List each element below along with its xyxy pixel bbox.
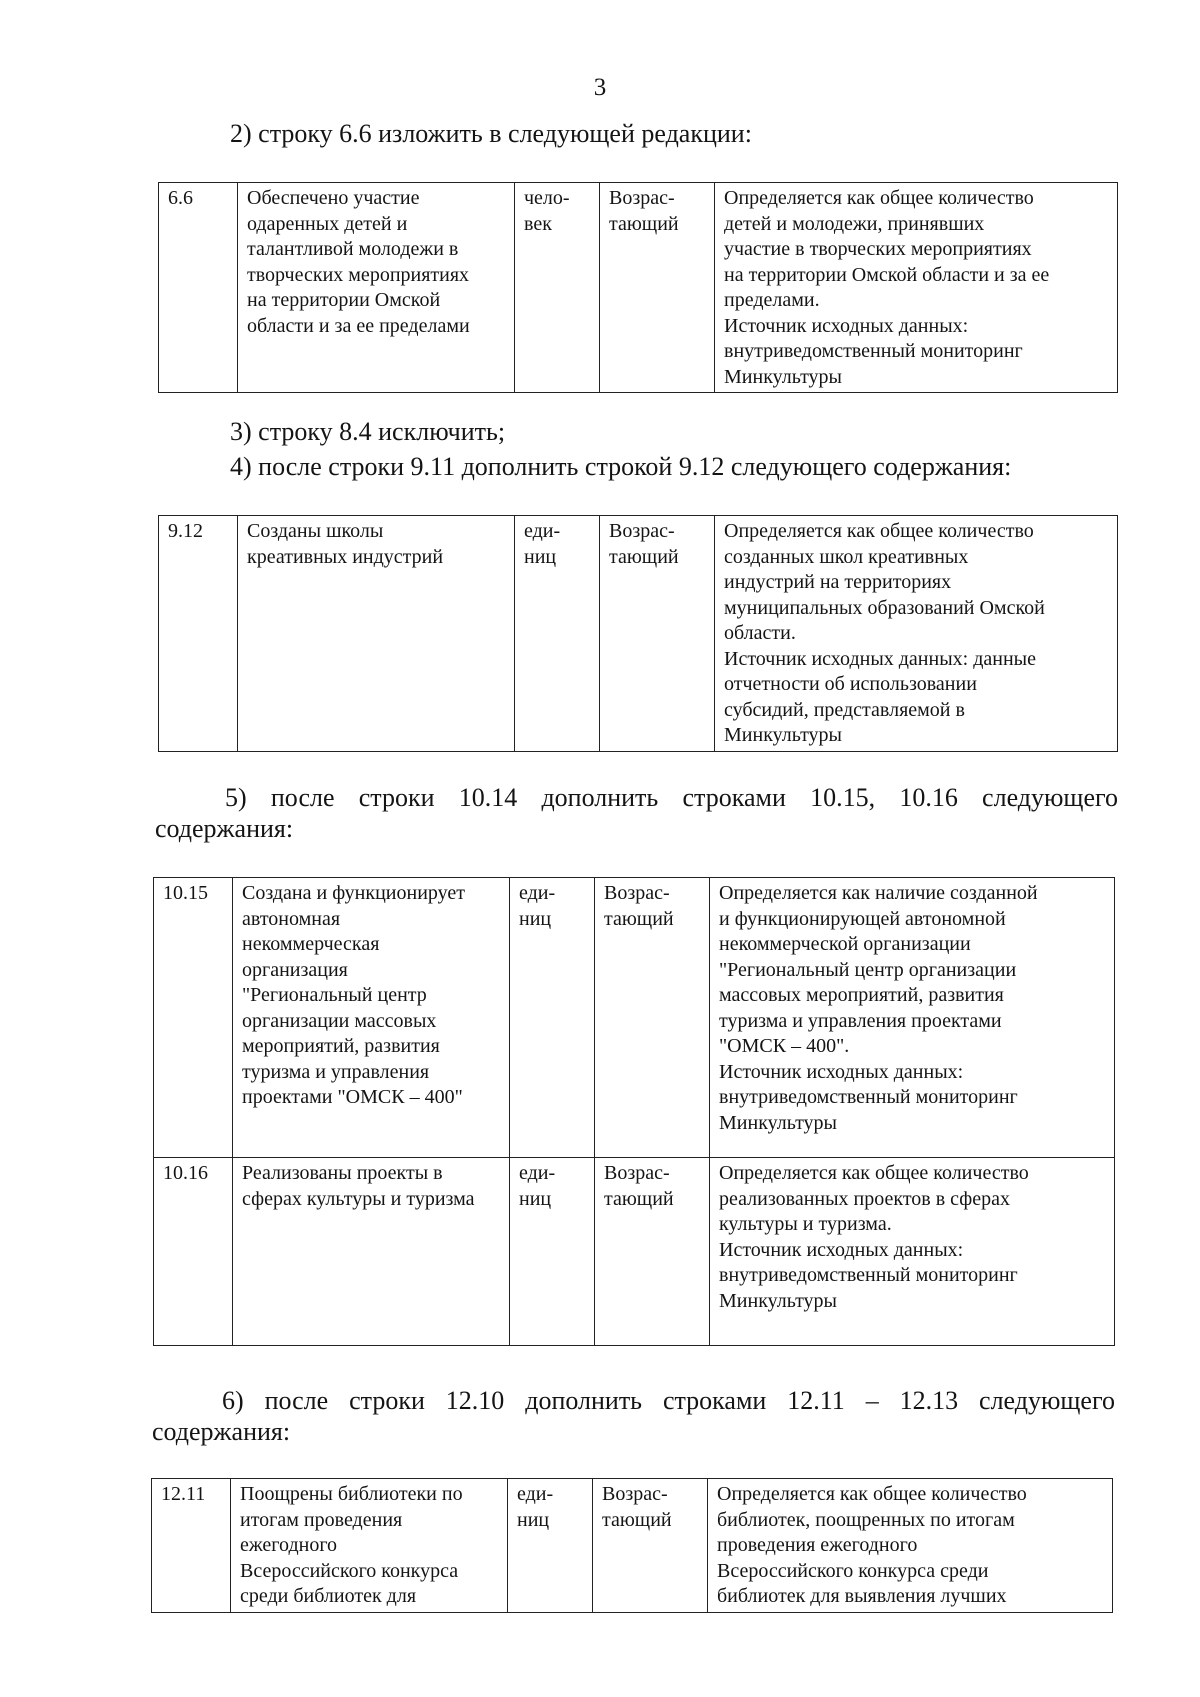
direction-line: Возрас- (604, 1162, 670, 1184)
name-line: некоммерческая (242, 933, 380, 955)
name-line: сферах культуры и туризма (242, 1187, 475, 1210)
name-line: организация (242, 958, 348, 981)
row-number-cell: 9.12 (159, 516, 238, 752)
unit-line: еди- (524, 520, 561, 542)
row-number-cell: 6.6 (159, 183, 238, 393)
description-line: Минкультуры (724, 724, 842, 746)
description-line: культуры и туризма. (719, 1213, 892, 1235)
direction-line: Возрас- (609, 187, 675, 209)
row-number-cell: 10.15 (154, 878, 233, 1158)
direction-line: тающий (609, 212, 679, 235)
direction-cell (593, 1479, 708, 1613)
name-line: автономная (242, 907, 341, 930)
description-line: субсидий, представляемой в (724, 698, 965, 721)
direction-line: тающий (609, 545, 679, 568)
description-line: Минкультуры (724, 365, 842, 388)
direction-line: тающий (602, 1508, 672, 1531)
description-line: Всероссийского конкурса среди (717, 1559, 989, 1582)
description-line: внутриведомственный мониторинг (719, 1264, 1018, 1286)
unit-line: ниц (519, 907, 552, 930)
table-row (159, 516, 1118, 752)
name-line: креативных индустрий (247, 545, 444, 568)
direction-line: тающий (604, 1187, 674, 1210)
table-row-6-6 (158, 182, 1118, 393)
description-line: Определяется как общее количество (717, 1483, 1027, 1505)
table-row-9-12 (158, 515, 1118, 752)
unit-cell (515, 516, 600, 752)
name-line: итогам проведения (240, 1508, 403, 1531)
description-line: области. (724, 622, 796, 644)
description-line: индустрий на территориях (724, 571, 952, 593)
unit-cell (515, 183, 600, 393)
description-line: детей и молодежи, принявших (724, 212, 985, 235)
description-line: внутриведомственный мониторинг (724, 340, 1023, 362)
table-row-12-11 (151, 1478, 1113, 1613)
description-line: Определяется как наличие созданной (719, 882, 1038, 904)
unit-line: еди- (519, 1162, 556, 1184)
name-line: проектами "ОМСК – 400" (242, 1086, 463, 1108)
name-line: области и за ее пределами (247, 314, 470, 337)
description-line: муниципальных образований Омской (724, 596, 1045, 619)
direction-line: Возрас- (604, 882, 670, 904)
direction-line: Возрас- (602, 1483, 668, 1505)
table-row (154, 878, 1115, 1158)
unit-line: еди- (517, 1483, 554, 1505)
direction-cell (595, 878, 710, 1158)
name-line: на территории Омской (247, 289, 441, 311)
item-2-text: 2) строку 6.6 изложить в следующей редакции: (230, 119, 752, 148)
row-number-cell: 12.11 (152, 1479, 231, 1613)
item-3-text: 3) строку 8.4 исключить; (230, 417, 506, 446)
indicator-name-cell (233, 1158, 510, 1346)
name-line: Создана и функционирует (242, 882, 465, 904)
direction-cell (595, 1158, 710, 1346)
description-line: Источник исходных данных: данные (724, 647, 1036, 670)
indicator-name-cell (238, 516, 515, 752)
unit-line: ниц (524, 545, 557, 568)
description-line: "ОМСК – 400". (719, 1035, 850, 1057)
description-cell (710, 878, 1115, 1158)
table-row (159, 183, 1118, 393)
description-line: отчетности об использовании (724, 673, 977, 695)
description-line: внутриведомственный мониторинг (719, 1086, 1018, 1108)
description-line: Определяется как общее количество (724, 520, 1034, 542)
description-line: массовых мероприятий, развития (719, 984, 1004, 1006)
description-line: некоммерческой организации (719, 933, 971, 955)
name-line: одаренных детей и (247, 212, 408, 235)
name-line: среди библиотек для (240, 1585, 417, 1607)
direction-cell (600, 516, 715, 752)
name-line: "Региональный центр (242, 984, 427, 1006)
description-line: участие в творческих мероприятиях (724, 238, 1032, 260)
description-line: Минкультуры (719, 1289, 837, 1312)
indicator-name-cell (238, 183, 515, 393)
description-line: проведения ежегодного (717, 1534, 918, 1556)
unit-cell (510, 1158, 595, 1346)
description-line: Источник исходных данных: (719, 1238, 964, 1261)
unit-line: еди- (519, 882, 556, 904)
description-line: Определяется как общее количество (724, 187, 1034, 209)
table-row (154, 1158, 1115, 1346)
description-line: пределами. (724, 289, 820, 311)
description-cell (708, 1479, 1113, 1613)
name-line: туризма и управления (242, 1060, 430, 1083)
item-4-text: 4) после строки 9.11 дополнить строкой 9.12 следующего содержания: (230, 452, 1012, 481)
name-line: Всероссийского конкурса (240, 1559, 459, 1582)
indicator-name-cell (233, 878, 510, 1158)
name-line: Реализованы проекты в (242, 1162, 443, 1184)
item-6-text: 6) после строки 12.10 дополнить строками 12.11 – 12.13 следующего содержания: (152, 1386, 1115, 1446)
unit-line: ниц (517, 1508, 550, 1531)
unit-line: чело- (524, 187, 570, 209)
description-cell (715, 516, 1118, 752)
name-line: Поощрены библиотеки по (240, 1483, 463, 1505)
name-line: Созданы школы (247, 520, 384, 542)
direction-line: тающий (604, 907, 674, 930)
table-row (152, 1479, 1113, 1613)
unit-cell (510, 878, 595, 1158)
direction-cell (600, 183, 715, 393)
name-line: творческих мероприятиях (247, 263, 470, 286)
unit-line: ниц (519, 1187, 552, 1210)
description-line: Источник исходных данных: (724, 314, 969, 337)
name-line: талантливой молодежи в (247, 238, 459, 260)
item-5-text: 5) после строки 10.14 дополнить строками 10.15, 10.16 следующего содержания: (155, 783, 1118, 843)
name-line: организации массовых (242, 1009, 437, 1032)
description-line: туризма и управления проектами (719, 1009, 1002, 1032)
table-rows-10-15-10-16 (153, 877, 1115, 1346)
unit-cell (508, 1479, 593, 1613)
description-line: и функционирующей автономной (719, 907, 1006, 930)
description-line: созданных школ креативных (724, 545, 969, 568)
description-cell (715, 183, 1118, 393)
name-line: Обеспечено участие (247, 187, 420, 209)
page-number: 3 (593, 74, 607, 101)
description-line: библиотек, поощренных по итогам (717, 1508, 1015, 1531)
name-line: ежегодного (240, 1534, 338, 1556)
unit-line: век (524, 212, 552, 235)
description-line: реализованных проектов в сферах (719, 1187, 1011, 1210)
indicator-name-cell (231, 1479, 508, 1613)
description-line: на территории Омской области и за ее (724, 263, 1050, 286)
description-line: Источник исходных данных: (719, 1060, 964, 1083)
description-line: Определяется как общее количество (719, 1162, 1029, 1184)
row-number-cell: 10.16 (154, 1158, 233, 1346)
direction-line: Возрас- (609, 520, 675, 542)
description-line: библиотек для выявления лучших (717, 1585, 1007, 1607)
description-line: "Региональный центр организации (719, 958, 1017, 981)
name-line: мероприятий, развития (242, 1035, 440, 1057)
description-cell (710, 1158, 1115, 1346)
description-line: Минкультуры (719, 1111, 837, 1134)
